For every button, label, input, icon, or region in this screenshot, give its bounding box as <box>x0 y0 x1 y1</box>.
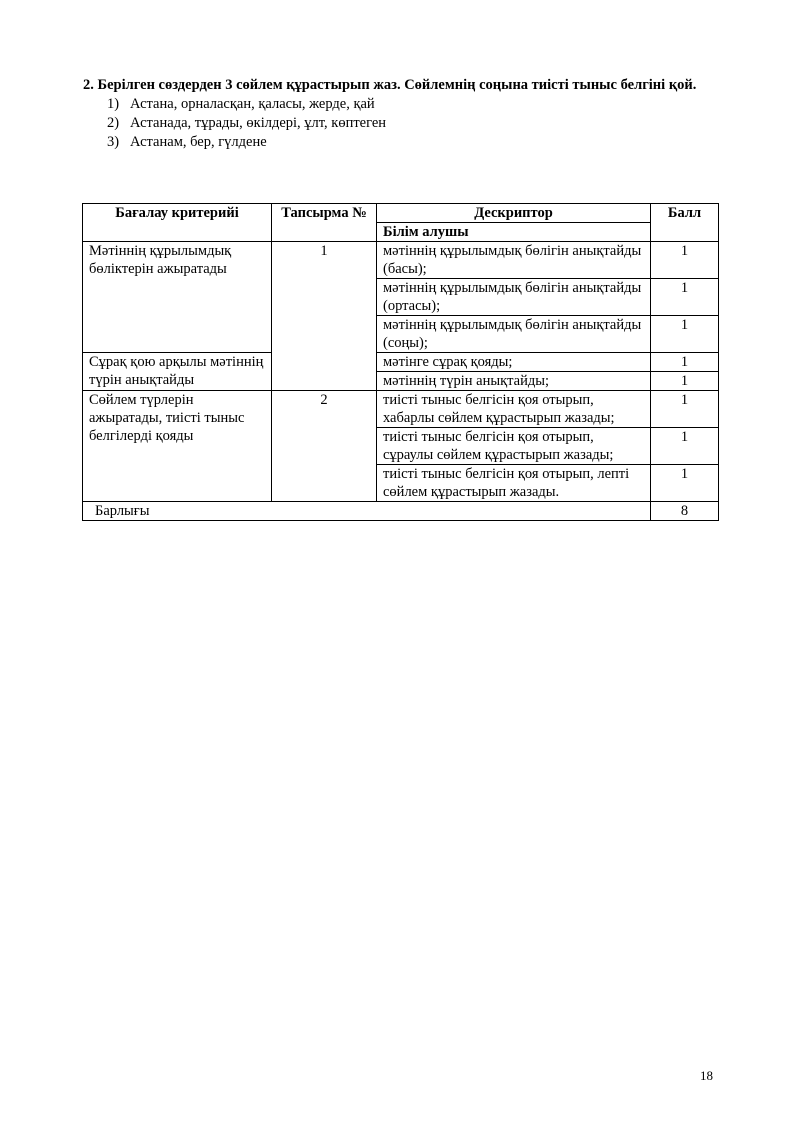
table-row <box>83 242 719 279</box>
descriptor-cell: мәтіннің түрін анықтайды; <box>377 372 651 391</box>
task-word-list <box>83 95 717 152</box>
score-cell: 1 <box>651 428 719 465</box>
score-cell: 1 <box>651 372 719 391</box>
list-item <box>107 133 717 152</box>
criteria-cell: Сөйлем түрлерін ажыратады, тиісті тыныс белгілерді қояды <box>83 391 272 502</box>
descriptor-cell: мәтіннің құрылымдық бөлігін анықтайды (ортасы); <box>377 279 651 316</box>
descriptor-cell: мәтіннің құрылымдық бөлігін анықтайды (соңы); <box>377 316 651 353</box>
descriptor-cell: тиісті тыныс белгісін қоя отырып, хабарлы сөйлем құрастырып жазады; <box>377 391 651 428</box>
list-item <box>107 95 717 114</box>
descriptor-cell: мәтіннің құрылымдық бөлігін анықтайды (басы); <box>377 242 651 279</box>
list-item-text: Астана, орналасқан, қаласы, жерде, қай <box>130 96 375 112</box>
task-number-cell: 2 <box>272 391 377 502</box>
total-label: Барлығы <box>83 502 651 521</box>
header-score: Балл <box>651 204 719 242</box>
table-row <box>83 353 719 372</box>
criteria-cell: Сұрақ қою арқылы мәтіннің түрін анықтайды <box>83 353 272 391</box>
header-task-number: Тапсырма № <box>272 204 377 242</box>
header-descriptor-sub: Білім алушы <box>377 223 651 242</box>
descriptor-cell: тиісті тыныс белгісін қоя отырып, сұраулы сөйлем құрастырып жазады; <box>377 428 651 465</box>
score-cell: 1 <box>651 242 719 279</box>
table-row <box>83 391 719 428</box>
list-item-number: 2) <box>107 115 120 131</box>
task-number-cell: 1 <box>272 242 377 391</box>
header-descriptor: Дескриптор <box>377 204 651 223</box>
score-cell: 1 <box>651 465 719 502</box>
table-header-row <box>83 204 719 223</box>
criteria-cell: Мәтіннің құрылымдық бөліктерін ажыратады <box>83 242 272 353</box>
score-cell: 1 <box>651 353 719 372</box>
assessment-rubric-table <box>82 203 719 521</box>
score-cell: 1 <box>651 316 719 353</box>
list-item-number: 1) <box>107 96 120 112</box>
score-cell: 1 <box>651 279 719 316</box>
task-title: 2. Берілген сөздерден 3 сөйлем құрастырып жаз. Сөйлемнің соңына тиісті тыныс белгіні қой. <box>83 77 697 93</box>
page-number: 18 <box>700 1068 713 1083</box>
list-item <box>107 114 717 133</box>
descriptor-cell: тиісті тыныс белгісін қоя отырып, лепті сөйлем құрастырып жазады. <box>377 465 651 502</box>
list-item-text: Астанада, тұрады, өкілдері, ұлт, көптеген <box>130 115 387 131</box>
table-total-row <box>83 502 719 521</box>
total-value: 8 <box>651 502 719 521</box>
list-item-text: Астанам, бер, гүлдене <box>130 134 267 150</box>
header-criteria: Бағалау критерийі <box>83 204 272 242</box>
score-cell: 1 <box>651 391 719 428</box>
task-section <box>83 76 717 152</box>
list-item-number: 3) <box>107 134 120 150</box>
descriptor-cell: мәтінге сұрақ қояды; <box>377 353 651 372</box>
